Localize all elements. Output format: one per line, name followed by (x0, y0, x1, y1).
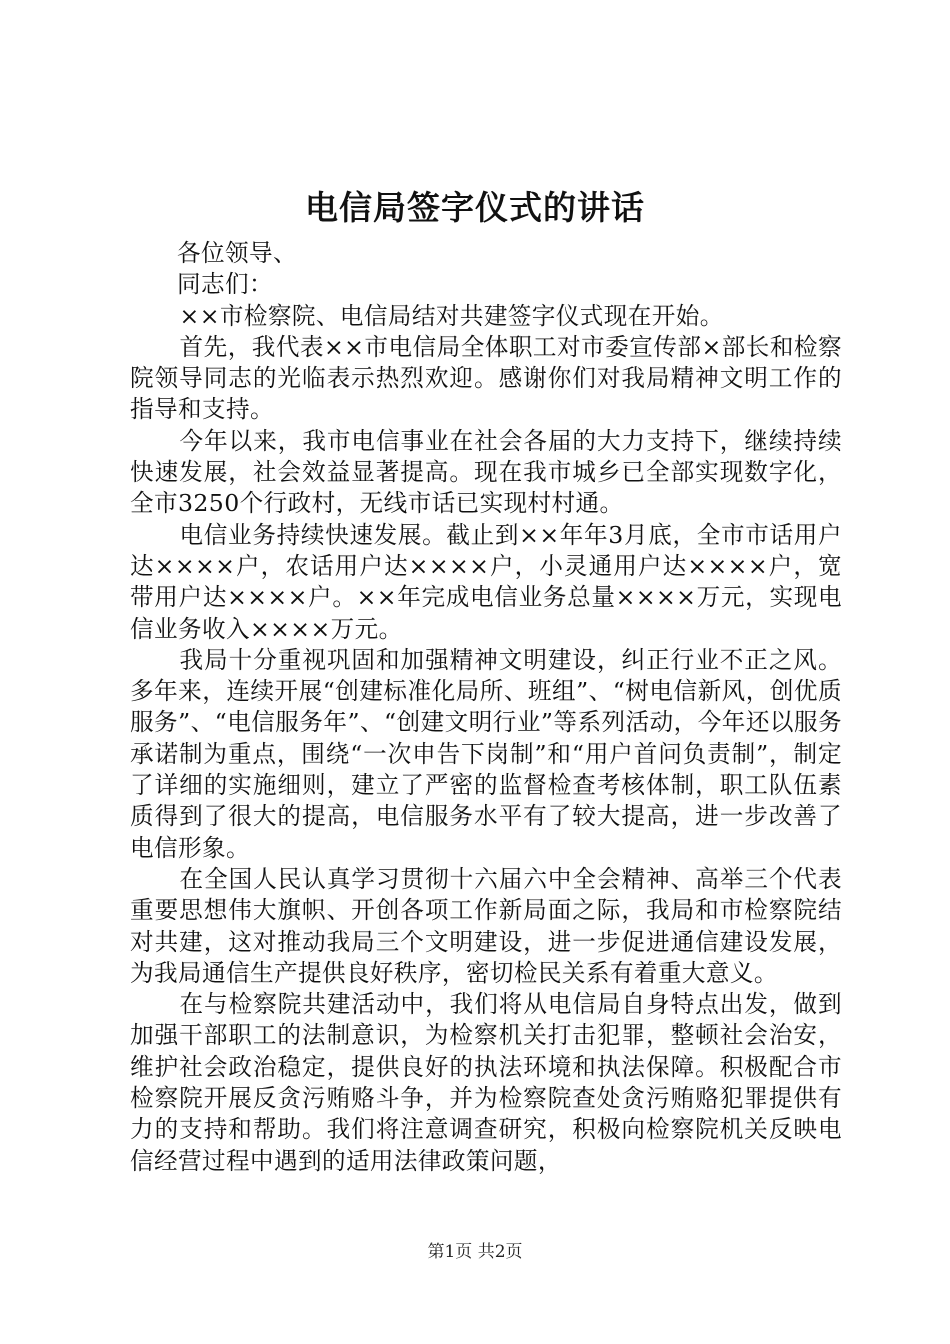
paragraph-civilization: 我局十分重视巩固和加强精神文明建设，纠正行业不正之风。多年来，连续开展“创建标准化局所、班组”、“树电信新风，创优质服务”、“电信服务年”、“创建文明行业”等系列活动，今年还以服务承诺制为重点，围绕“一次申告下岗制”和“用户首问负责制”，制定了详细的实施细则，建立了严密的监督检查考核体制，职工队伍素质得到了很大的提高，电信服务水平有了较大提高，进一步改善了电信形象。 (130, 645, 842, 862)
document-body (130, 238, 842, 1177)
salutation-line-2: 同志们： (177, 270, 273, 299)
document-title: 电信局签字仪式的讲话 (305, 188, 645, 227)
page-footer: 第1页 共2页 (427, 1242, 523, 1262)
paragraph-development: 今年以来，我市电信事业在社会各届的大力支持下，继续持续快速发展，社会效益显著提高。现在我市城乡已全部实现数字化，全市3250个行政村，无线市话已实现村村通。 (130, 426, 842, 518)
paragraph-significance: 在全国人民认真学习贯彻十六届六中全会精神、高举三个代表重要思想伟大旗帜、开创各项工作新局面之际，我局和市检察院结对共建，这对推动我局三个文明建设，进一步促进通信建设发展，为我局通信生产提供良好秩序，密切检民关系有着重大意义。 (130, 864, 842, 987)
paragraph-cooperation: 在与检察院共建活动中，我们将从电信局自身特点出发，做到加强干部职工的法制意识，为检察机关打击犯罪，整顿社会治安，维护社会政治稳定，提供良好的执法环境和执法保障。积极配合市检察院开展反贪污贿赂斗争，并为检察院查处贪污贿赂犯罪提供有力的支持和帮助。我们将注意调查研究，积极向检察院机关反映电信经营过程中遇到的适用法律政策问题， (130, 990, 842, 1175)
paragraph-business: 电信业务持续快速发展。截止到××年年3月底，全市市话用户达××××户，农话用户达××××户，小灵通用户达××××户，宽带用户达××××户。××年完成电信业务总量××××万元，实现电信业务收入××××万元。 (130, 520, 842, 643)
salutation-line-1: 各位领导、 (177, 239, 297, 267)
paragraph-opening: ××市检察院、电信局结对共建签字仪式现在开始。 (179, 301, 724, 330)
paragraph-welcome: 首先，我代表××市电信局全体职工对市委宣传部×部长和检察院领导同志的光临表示热烈欢迎。感谢你们对我局精神文明工作的指导和支持。 (130, 332, 842, 424)
